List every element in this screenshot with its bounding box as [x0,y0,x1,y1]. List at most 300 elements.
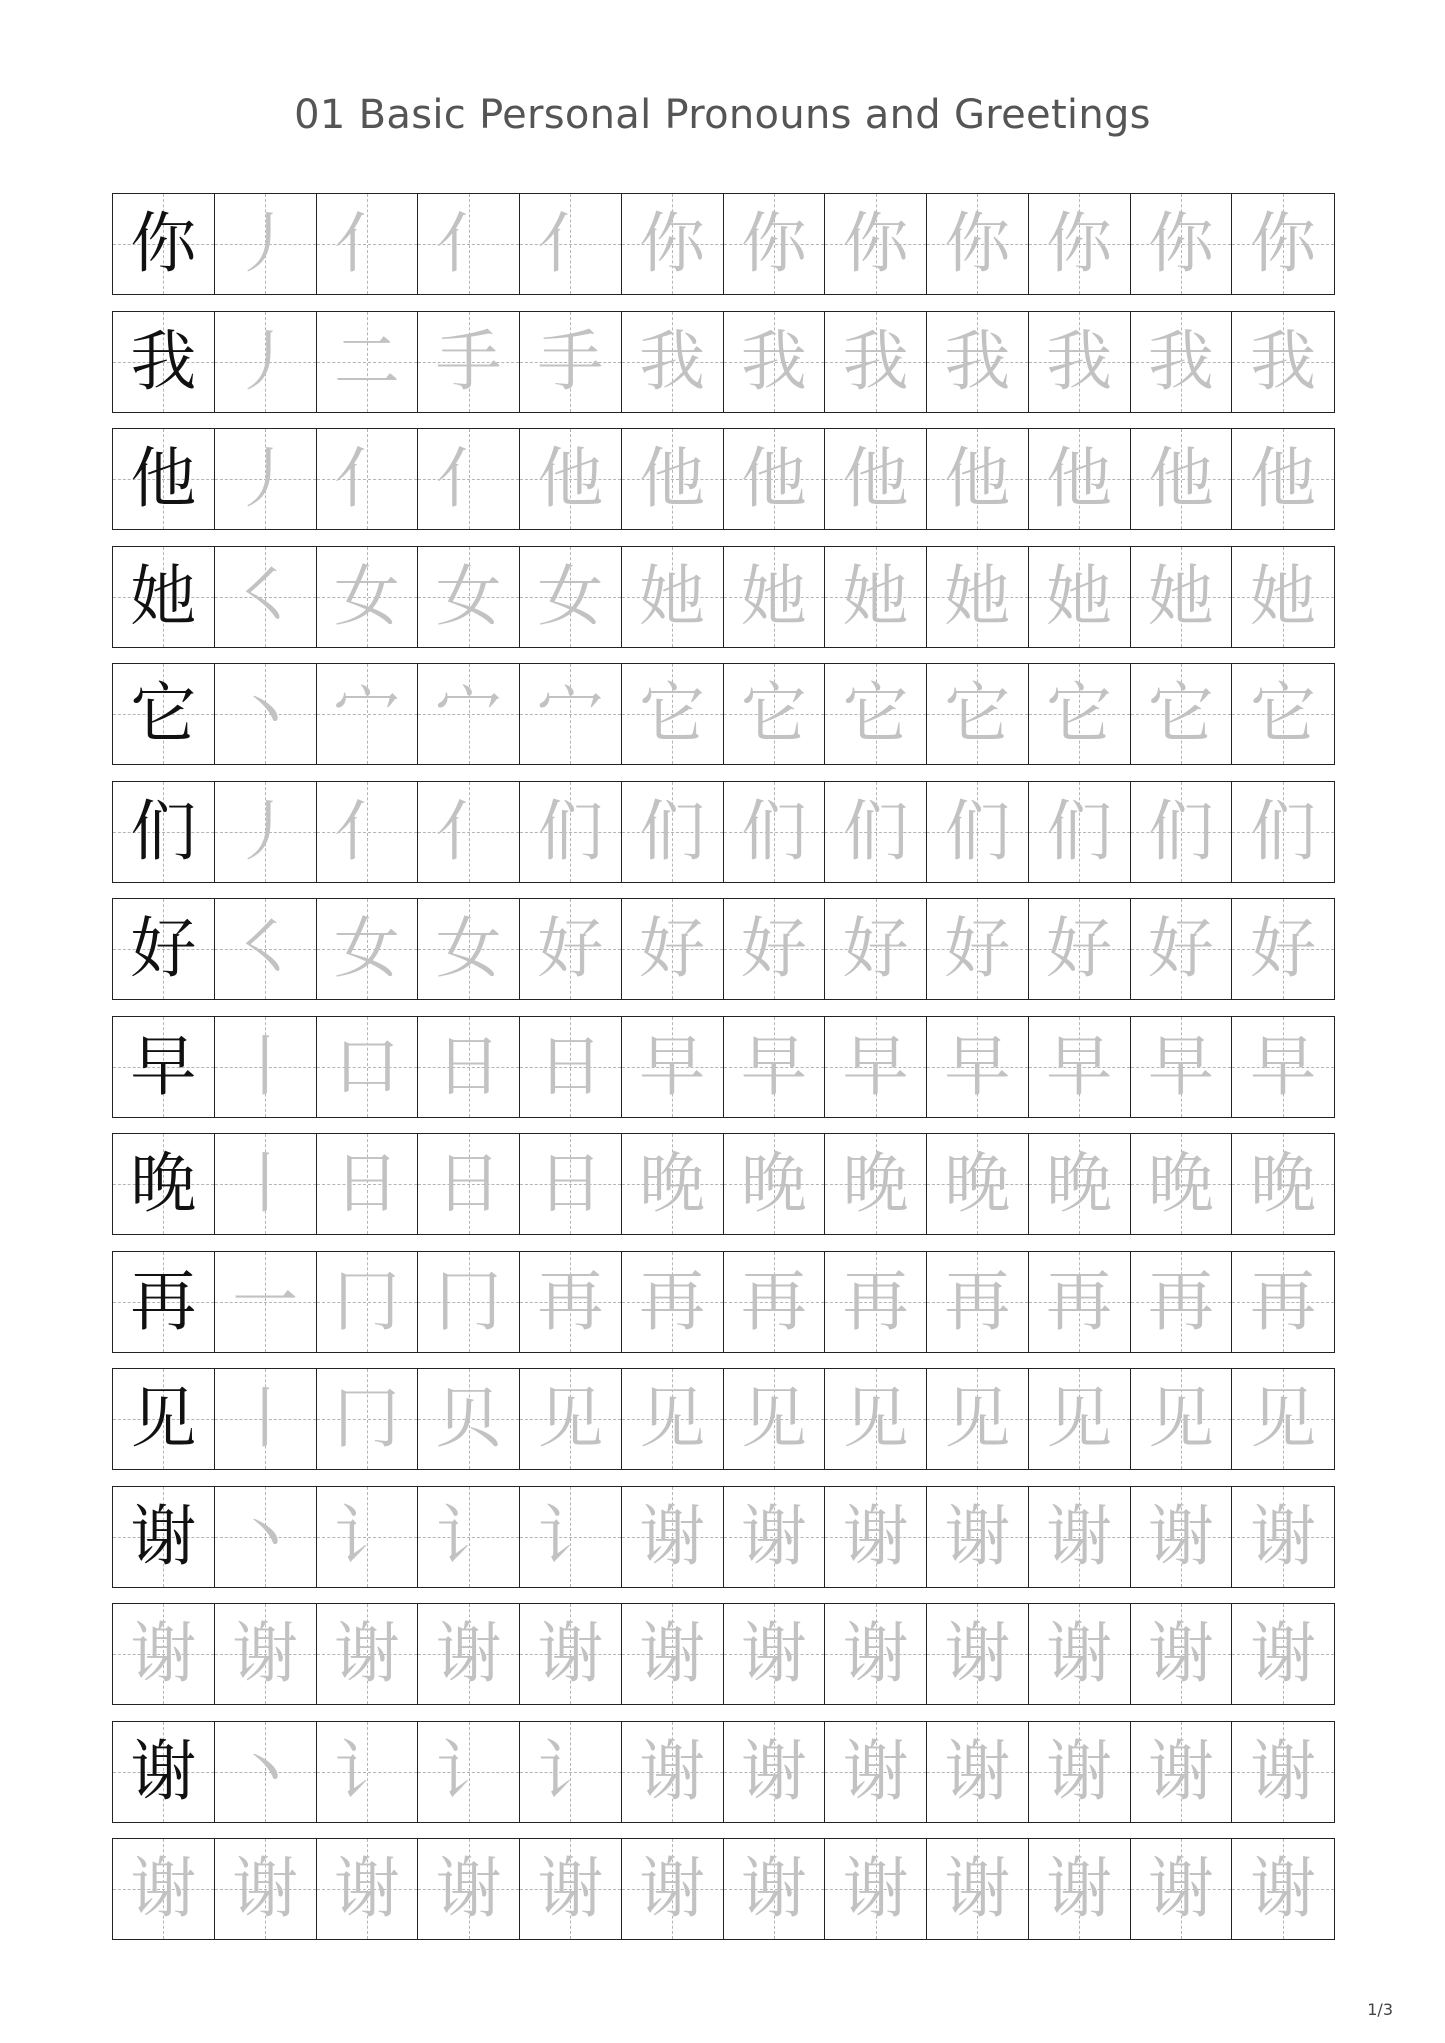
practice-cell[interactable] [1029,1487,1131,1587]
practice-cell[interactable] [927,1134,1029,1234]
trace-character: 丿 [232,440,299,517]
practice-cell[interactable] [724,1134,826,1234]
practice-cell[interactable] [1131,899,1233,999]
practice-cell[interactable] [622,1252,724,1352]
practice-cell[interactable] [1131,1722,1233,1822]
trace-character: 他 [1250,440,1317,517]
practice-cell[interactable] [1029,1604,1131,1704]
trace-character: 谢 [944,1732,1011,1810]
trace-character: 他 [944,440,1011,517]
practice-cell[interactable] [520,899,622,999]
practice-cell[interactable] [418,429,520,529]
trace-character: 丿 [232,322,299,400]
practice-cell[interactable] [1029,1252,1131,1352]
practice-cell[interactable] [1029,1134,1131,1234]
model-cell[interactable] [113,429,215,529]
trace-character: 她 [1250,557,1317,635]
practice-cell[interactable] [622,1487,724,1587]
practice-cell[interactable] [1029,312,1131,412]
practice-cell[interactable] [825,312,927,412]
practice-cell[interactable] [215,312,317,412]
practice-cell[interactable] [418,1839,520,1939]
model-cell[interactable] [113,1839,215,1939]
practice-cell[interactable] [1029,1722,1131,1822]
trace-character: 谢 [435,1850,502,1927]
practice-cell[interactable] [1232,312,1334,412]
model-cell[interactable] [113,312,215,412]
practice-cell[interactable] [418,664,520,764]
practice-cell[interactable] [215,1722,317,1822]
practice-cell[interactable] [317,312,419,412]
practice-cell[interactable] [724,429,826,529]
trace-character: 讠 [537,1732,604,1810]
practice-cell[interactable] [927,429,1029,529]
trace-character: 谢 [639,1732,706,1810]
practice-cell[interactable] [520,429,622,529]
practice-cell[interactable] [1131,1017,1233,1117]
trace-character: 谢 [333,1850,400,1927]
trace-character: 亻 [435,792,502,870]
practice-cell[interactable] [622,1839,724,1939]
practice-cell[interactable] [1131,194,1233,294]
practice-row [112,1603,1335,1705]
practice-cell[interactable] [724,1369,826,1469]
practice-cell[interactable] [215,1134,317,1234]
practice-cell[interactable] [520,547,622,647]
practice-cell[interactable] [1131,664,1233,764]
practice-row [112,663,1335,765]
trace-character: 日 [537,1027,604,1105]
trace-character: 谢 [740,1850,807,1927]
trace-character: 冂 [435,1262,502,1340]
model-cell[interactable] [113,1134,215,1234]
trace-character: 讠 [537,1497,604,1575]
trace-character: 谢 [639,1615,706,1692]
practice-cell[interactable] [520,1252,622,1352]
model-character: 晚 [130,1145,197,1222]
practice-cell[interactable] [927,194,1029,294]
trace-character: 二 [333,322,400,400]
practice-cell[interactable] [1029,429,1131,529]
trace-character: 谢 [1147,1497,1214,1575]
trace-character: 日 [537,1145,604,1222]
trace-character: 早 [1147,1027,1214,1105]
trace-character: 谢 [1250,1850,1317,1927]
trace-character: 亻 [333,792,400,870]
practice-cell[interactable] [825,1722,927,1822]
practice-cell[interactable] [927,664,1029,764]
practice-cell[interactable] [622,1604,724,1704]
practice-cell[interactable] [724,664,826,764]
trace-character: 谢 [842,1615,909,1692]
trace-character: 晚 [944,1145,1011,1222]
practice-cell[interactable] [1232,547,1334,647]
trace-character: 见 [1250,1380,1317,1457]
practice-cell[interactable] [520,664,622,764]
practice-cell[interactable] [1131,1839,1233,1939]
model-cell[interactable] [113,194,215,294]
practice-cell[interactable] [520,1487,622,1587]
practice-cell[interactable] [520,1722,622,1822]
practice-cell[interactable] [215,664,317,764]
practice-cell[interactable] [724,1017,826,1117]
practice-cell[interactable] [215,1604,317,1704]
practice-cell[interactable] [1029,899,1131,999]
trace-character: 们 [1250,792,1317,870]
practice-cell[interactable] [825,1134,927,1234]
trace-character: 谢 [1250,1615,1317,1692]
trace-character: 他 [842,440,909,517]
practice-cell[interactable] [317,1369,419,1469]
practice-cell[interactable] [927,1369,1029,1469]
practice-cell[interactable] [622,1017,724,1117]
practice-cell[interactable] [927,1604,1029,1704]
practice-cell[interactable] [215,1839,317,1939]
model-cell[interactable] [113,782,215,882]
trace-character: 我 [740,322,807,400]
practice-cell[interactable] [825,429,927,529]
practice-cell[interactable] [520,194,622,294]
trace-character: 日 [333,1145,400,1222]
practice-cell[interactable] [317,1604,419,1704]
practice-cell[interactable] [317,899,419,999]
trace-character: 宀 [435,675,502,752]
practice-cell[interactable] [317,782,419,882]
practice-cell[interactable] [1232,1252,1334,1352]
practice-cell[interactable] [215,782,317,882]
model-character: 谢 [130,1850,197,1927]
practice-cell[interactable] [1232,1487,1334,1587]
practice-cell[interactable] [1131,1369,1233,1469]
trace-character: 你 [1046,205,1113,282]
practice-cell[interactable] [724,899,826,999]
practice-cell[interactable] [317,1487,419,1587]
trace-character: 见 [740,1380,807,1457]
practice-cell[interactable] [1232,1839,1334,1939]
trace-character: 女 [435,557,502,635]
practice-cell[interactable] [1232,1134,1334,1234]
practice-row [112,546,1335,648]
practice-cell[interactable] [317,1134,419,1234]
model-cell[interactable] [113,1017,215,1117]
trace-character: 她 [842,557,909,635]
practice-row [112,1368,1335,1470]
practice-cell[interactable] [1131,782,1233,882]
practice-cell[interactable] [520,1839,622,1939]
practice-cell[interactable] [622,1722,724,1822]
trace-character: 好 [537,910,604,987]
trace-character: 她 [944,557,1011,635]
model-character: 谢 [130,1732,197,1810]
trace-character: 谢 [944,1497,1011,1575]
practice-cell[interactable] [622,782,724,882]
practice-grid [112,193,1337,1956]
trace-character: 讠 [435,1732,502,1810]
trace-character: 再 [537,1262,604,1340]
practice-cell[interactable] [825,1369,927,1469]
trace-character: 早 [639,1027,706,1105]
trace-character: 早 [1250,1027,1317,1105]
trace-character: 们 [1046,792,1113,870]
practice-cell[interactable] [317,664,419,764]
practice-cell[interactable] [418,1134,520,1234]
practice-cell[interactable] [825,899,927,999]
practice-cell[interactable] [927,1722,1029,1822]
practice-cell[interactable] [724,1722,826,1822]
trace-character: 谢 [842,1497,909,1575]
practice-row [112,1486,1335,1588]
trace-character: 谢 [537,1615,604,1692]
trace-character: 亻 [333,440,400,517]
trace-character: 们 [1147,792,1214,870]
practice-cell[interactable] [1131,1134,1233,1234]
trace-character: 手 [435,322,502,400]
practice-cell[interactable] [825,1839,927,1939]
practice-cell[interactable] [1029,1017,1131,1117]
model-character: 好 [130,910,197,987]
practice-cell[interactable] [622,664,724,764]
practice-cell[interactable] [825,1487,927,1587]
practice-cell[interactable] [622,899,724,999]
practice-cell[interactable] [724,547,826,647]
practice-cell[interactable] [927,1839,1029,1939]
practice-row [112,898,1335,1000]
trace-character: 谢 [740,1497,807,1575]
practice-cell[interactable] [1131,429,1233,529]
practice-cell[interactable] [215,1017,317,1117]
practice-cell[interactable] [215,1369,317,1469]
practice-cell[interactable] [825,664,927,764]
model-character: 他 [130,440,197,517]
trace-character: 女 [435,910,502,987]
trace-character: 他 [1147,440,1214,517]
practice-cell[interactable] [215,194,317,294]
practice-cell[interactable] [317,1839,419,1939]
trace-character: 她 [1046,557,1113,635]
practice-cell[interactable] [1029,664,1131,764]
trace-character: 早 [740,1027,807,1105]
trace-character: 你 [639,205,706,282]
trace-character: 再 [1147,1262,1214,1340]
practice-cell[interactable] [724,1604,826,1704]
practice-cell[interactable] [418,1604,520,1704]
practice-cell[interactable] [215,429,317,529]
practice-cell[interactable] [1131,312,1233,412]
trace-character: 他 [537,440,604,517]
trace-character: 们 [842,792,909,870]
trace-character: 谢 [944,1850,1011,1927]
practice-cell[interactable] [622,1134,724,1234]
model-cell[interactable] [113,664,215,764]
trace-character: 亻 [333,205,400,282]
trace-character: 谢 [1046,1850,1113,1927]
practice-cell[interactable] [215,1487,317,1587]
practice-cell[interactable] [215,547,317,647]
practice-cell[interactable] [317,1017,419,1117]
trace-character: 好 [740,910,807,987]
trace-character: 好 [639,910,706,987]
trace-character: 谢 [639,1850,706,1927]
practice-cell[interactable] [724,1487,826,1587]
practice-cell[interactable] [1232,1369,1334,1469]
model-character: 我 [130,322,197,400]
practice-cell[interactable] [1232,1017,1334,1117]
trace-character: 丶 [232,1497,299,1575]
practice-cell[interactable] [215,1252,317,1352]
trace-character: 亻 [435,205,502,282]
model-character: 早 [130,1027,197,1105]
practice-cell[interactable] [1029,194,1131,294]
trace-character: 女 [333,910,400,987]
practice-cell[interactable] [825,782,927,882]
practice-cell[interactable] [418,1722,520,1822]
practice-cell[interactable] [1232,429,1334,529]
practice-cell[interactable] [520,312,622,412]
trace-character: 口 [333,1027,400,1105]
practice-cell[interactable] [622,312,724,412]
practice-cell[interactable] [1131,547,1233,647]
trace-character: 们 [639,792,706,870]
practice-cell[interactable] [317,194,419,294]
practice-cell[interactable] [215,899,317,999]
practice-cell[interactable] [724,1839,826,1939]
model-character: 谢 [130,1615,197,1692]
trace-character: 谢 [639,1497,706,1575]
practice-cell[interactable] [1131,1487,1233,1587]
practice-row [112,428,1335,530]
practice-cell[interactable] [1232,899,1334,999]
trace-character: 们 [537,792,604,870]
model-cell[interactable] [113,1604,215,1704]
model-cell[interactable] [113,1252,215,1352]
practice-cell[interactable] [418,899,520,999]
trace-character: 晚 [740,1145,807,1222]
trace-character: 它 [842,675,909,752]
trace-character: 你 [1147,205,1214,282]
practice-cell[interactable] [622,194,724,294]
practice-cell[interactable] [724,312,826,412]
trace-character: 讠 [333,1732,400,1810]
practice-cell[interactable] [1131,1252,1233,1352]
practice-cell[interactable] [520,1017,622,1117]
practice-row [112,781,1335,883]
practice-cell[interactable] [1232,782,1334,882]
practice-cell[interactable] [418,1017,520,1117]
trace-character: 手 [537,322,604,400]
practice-cell[interactable] [927,782,1029,882]
trace-character: 你 [1250,205,1317,282]
trace-character: 谢 [1147,1732,1214,1810]
trace-character: 丿 [232,792,299,870]
practice-cell[interactable] [927,1017,1029,1117]
model-character: 见 [130,1380,197,1457]
trace-character: 谢 [1250,1732,1317,1810]
practice-cell[interactable] [1232,1722,1334,1822]
trace-character: 早 [1046,1027,1113,1105]
practice-cell[interactable] [1029,1369,1131,1469]
practice-cell[interactable] [927,1252,1029,1352]
model-character: 它 [130,675,197,752]
model-cell[interactable] [113,547,215,647]
trace-character: 谢 [740,1732,807,1810]
practice-cell[interactable] [825,1017,927,1117]
model-character: 们 [130,792,197,870]
practice-cell[interactable] [418,1487,520,1587]
practice-cell[interactable] [825,1252,927,1352]
practice-cell[interactable] [724,1252,826,1352]
trace-character: 日 [435,1027,502,1105]
practice-cell[interactable] [418,782,520,882]
trace-character: 它 [1046,675,1113,752]
practice-cell[interactable] [317,429,419,529]
practice-cell[interactable] [622,1369,724,1469]
trace-character: 女 [537,557,604,635]
practice-cell[interactable] [825,194,927,294]
practice-cell[interactable] [927,899,1029,999]
practice-cell[interactable] [1029,547,1131,647]
trace-character: 谢 [1046,1615,1113,1692]
trace-character: ㇛ [232,557,299,635]
practice-cell[interactable] [520,1134,622,1234]
model-cell[interactable] [113,1369,215,1469]
practice-cell[interactable] [520,1604,622,1704]
practice-cell[interactable] [520,1369,622,1469]
trace-character: 早 [842,1027,909,1105]
model-cell[interactable] [113,1487,215,1587]
practice-cell[interactable] [1029,1839,1131,1939]
trace-character: 它 [1250,675,1317,752]
practice-cell[interactable] [317,547,419,647]
model-character: 再 [130,1262,197,1340]
trace-character: ㇛ [232,910,299,987]
page-title: 01 Basic Personal Pronouns and Greetings [294,92,1151,138]
practice-cell[interactable] [927,1487,1029,1587]
practice-cell[interactable] [1131,1604,1233,1704]
practice-cell[interactable] [927,312,1029,412]
practice-cell[interactable] [418,547,520,647]
practice-cell[interactable] [622,429,724,529]
practice-cell[interactable] [825,547,927,647]
model-cell[interactable] [113,1722,215,1822]
model-character: 你 [130,205,197,282]
trace-character: 你 [740,205,807,282]
practice-cell[interactable] [1232,1604,1334,1704]
practice-cell[interactable] [418,1252,520,1352]
trace-character: 再 [944,1262,1011,1340]
practice-cell[interactable] [622,547,724,647]
practice-row [112,311,1335,413]
practice-cell[interactable] [520,782,622,882]
practice-cell[interactable] [724,194,826,294]
practice-cell[interactable] [1029,782,1131,882]
practice-cell[interactable] [1232,194,1334,294]
trace-character: 再 [740,1262,807,1340]
practice-cell[interactable] [418,312,520,412]
trace-character: 亻 [435,440,502,517]
trace-character: 我 [842,322,909,400]
practice-cell[interactable] [1232,664,1334,764]
model-character: 她 [130,557,197,635]
practice-cell[interactable] [825,1604,927,1704]
practice-cell[interactable] [418,194,520,294]
practice-cell[interactable] [317,1722,419,1822]
trace-character: 见 [944,1380,1011,1457]
practice-cell[interactable] [418,1369,520,1469]
model-cell[interactable] [113,899,215,999]
practice-cell[interactable] [927,547,1029,647]
practice-cell[interactable] [317,1252,419,1352]
practice-cell[interactable] [724,782,826,882]
